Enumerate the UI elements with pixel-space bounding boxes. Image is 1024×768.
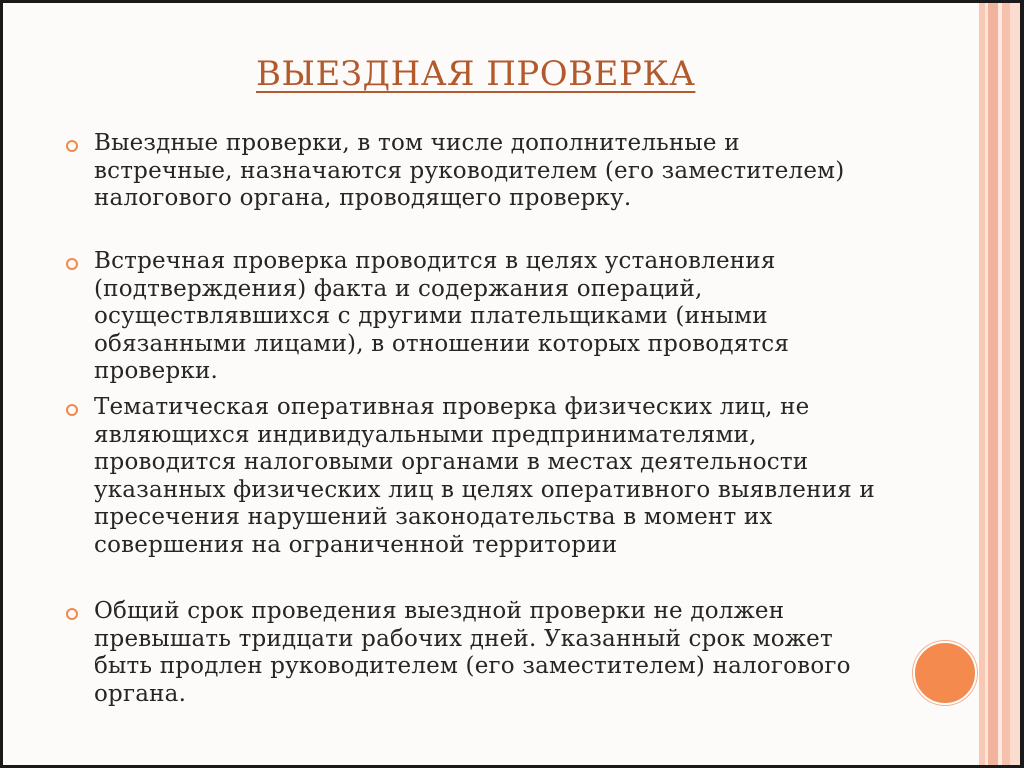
bullet-text: Выездные проверки, в том числе дополнительные и встречные, назначаются руководителем (его заместителем) налогового органа, проводящего проверку. [94,130,845,211]
decorative-stripe [1010,3,1020,765]
decorative-stripe [1002,3,1010,765]
frame-border-top [0,0,1024,3]
frame-border-left [0,0,3,768]
slide-title: ВЫЕЗДНАЯ ПРОВЕРКА [256,54,696,94]
bullet-text: Общий срок проведения выездной проверки не должен превышать тридцати рабочих дней. Указанный срок может быть продлен руководителем (его заместителем) налогового органа. [94,598,851,707]
ring-bullet-icon [66,140,78,152]
bullet-text: Тематическая оперативная проверка физических лиц, не являющихся индивидуальными предпринимателями, проводится налоговыми органами в местах деятельности указанных физических лиц в целях оперативного выявления и пресечения нарушений законодательства в момент их совершения на ограниченной территории [94,394,875,558]
ring-bullet-icon [66,404,78,416]
decorative-stripe [988,3,998,765]
frame-border-right [1020,0,1024,768]
bullet-text: Встречная проверка проводится в целях установления (подтверждения) факта и содержания операций, осуществлявшихся с другими плательщиками (иными обязанными лицами), в отношении которых проводятся проверки. [94,248,790,384]
circle-decoration-icon [913,641,977,705]
ring-bullet-icon [66,258,78,270]
ring-bullet-icon [66,608,78,620]
